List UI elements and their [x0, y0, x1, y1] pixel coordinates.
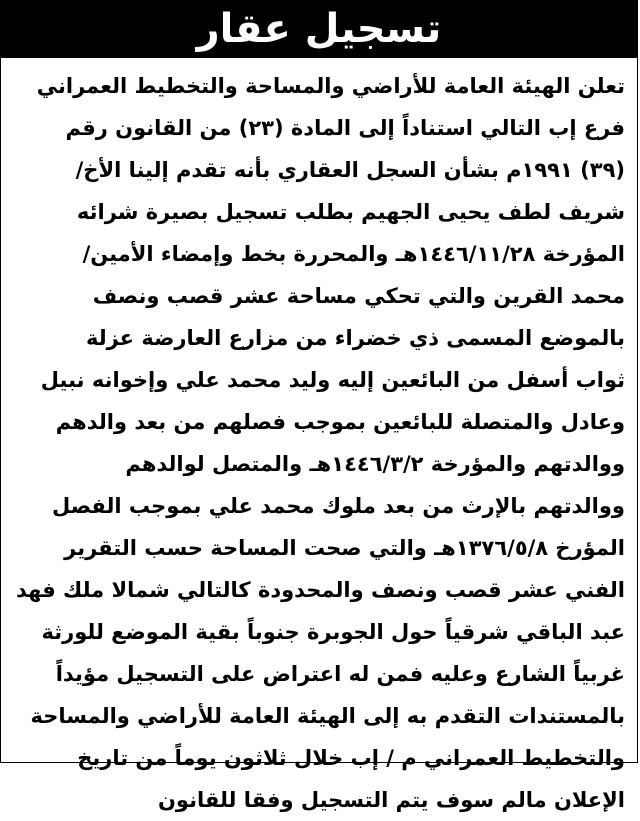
notice-title: تسجيل عقار — [196, 6, 442, 52]
notice-line: وعادل والمتصلة للبائعين بموجب فصلهم من بعد والدهم — [55, 410, 625, 434]
notice-line: بالمستندات التقدم به إلى الهيئة العامة للأراضي والمساحة — [30, 704, 625, 728]
notice-body — [13, 65, 625, 821]
notice-line: محمد القرين والتي تحكي مساحة عشر قصب ونصف — [92, 284, 625, 308]
notice-line: عبد الباقي شرقياً حول الجوبرة جنوباً بقية الموضع للورثة — [41, 620, 625, 644]
notice-line: (٣٩) ١٩٩١م بشأن السجل العقاري بأنه تقدم إلينا الأخ/ — [75, 158, 625, 182]
notice-line: الإعلان مالم سوف يتم التسجيل وفقا للقانون — [157, 788, 625, 812]
notice-line: ثواب أسفل من البائعين إليه وليد محمد علي وإخوانه نبيل — [40, 368, 625, 392]
notice-line: ووالدتهم بالإرث من بعد ملوك محمد علي بموجب الفصل — [51, 494, 625, 518]
notice-line: شريف لطف يحيى الجهيم بطلب تسجيل بصيرة شرائه — [76, 200, 625, 224]
notice-line: الفني عشر قصب ونصف والمحدودة كالتالي شمالا ملك فهد — [16, 578, 625, 602]
notice-line: بالموضع المسمى ذي خضراء من مزارع العارضة عزلة — [86, 326, 625, 350]
notice-line: المؤرخ ١٣٧٦/٥/٨هـ والتي صحت المساحة حسب التقرير — [64, 536, 625, 560]
title-bar — [1, 1, 637, 58]
notice-line: غربياً الشارع وعليه فمن له اعتراض على التسجيل مؤيداً — [55, 662, 625, 686]
notice-line: فرع إب التالي استناداً إلى المادة (٢٣) من القانون رقم — [65, 116, 625, 140]
notice-line: ووالدتهم والمؤرخة ١٤٤٦/٣/٢هـ والمتصل لوالدهم — [125, 452, 625, 476]
notice-line: تعلن الهيئة العامة للأراضي والمساحة والتخطيط العمراني — [36, 74, 625, 98]
notice-line: والتخطيط العمراني م / إب خلال ثلاثون يوماً من تاريخ — [77, 746, 625, 770]
notice-line: المؤرخة ١٤٤٦/١١/٢٨هـ والمحررة بخط وإمضاء الأمين/ — [82, 242, 625, 266]
